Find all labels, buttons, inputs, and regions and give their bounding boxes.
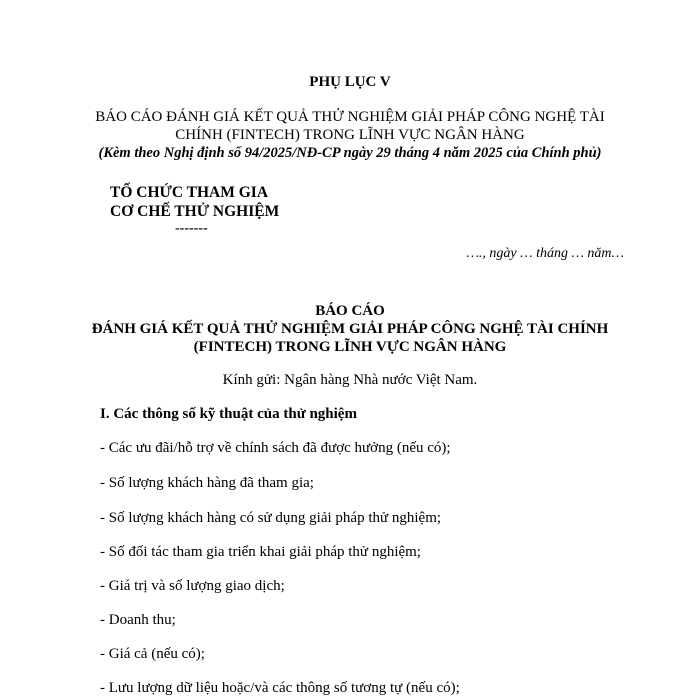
list-item: - Các ưu đãi/hỗ trợ về chính sách đã được hưởng (nếu có);	[100, 440, 451, 456]
organization-name-line-2: CƠ CHẾ THỬ NGHIỆM	[110, 203, 280, 220]
date-line: …., ngày … tháng … năm…	[466, 246, 624, 261]
list-item: - Số lượng khách hàng có sử dụng giải pháp thử nghiệm;	[100, 510, 442, 526]
form-title-line-1: BÁO CÁO ĐÁNH GIÁ KẾT QUẢ THỬ NGHIỆM GIẢI PHÁP CÔNG NGHỆ TÀI	[95, 109, 605, 125]
list-item: - Giá cả (nếu có);	[100, 646, 205, 662]
list-item: - Doanh thu;	[100, 612, 176, 628]
organization-divider: -------	[175, 221, 208, 236]
list-item: - Giá trị và số lượng giao dịch;	[100, 578, 285, 594]
addressee: Kính gửi: Ngân hàng Nhà nước Việt Nam.	[222, 372, 478, 388]
appendix-title: PHỤ LỤC V	[309, 74, 391, 90]
report-title: BÁO CÁO	[315, 303, 385, 319]
organization-name-line-1: TỔ CHỨC THAM GIA	[110, 184, 269, 201]
report-subtitle-line-1: ĐÁNH GIÁ KẾT QUẢ THỬ NGHIỆM GIẢI PHÁP CÔNG NGHỆ TÀI CHÍNH	[91, 321, 609, 337]
report-subtitle-line-2: (FINTECH) TRONG LĨNH VỰC NGÂN HÀNG	[193, 339, 507, 355]
section-heading: I. Các thông số kỹ thuật của thử nghiệm	[100, 406, 357, 422]
list-item: - Số lượng khách hàng đã tham gia;	[100, 475, 314, 491]
form-title-line-2: CHÍNH (FINTECH) TRONG LĨNH VỰC NGÂN HÀNG	[175, 127, 525, 143]
list-item: - Số đối tác tham gia triển khai giải pháp thử nghiệm;	[100, 544, 421, 560]
list-item: - Lưu lượng dữ liệu hoặc/và các thông số tương tự (nếu có);	[100, 680, 460, 696]
decree-note: (Kèm theo Nghị định số 94/2025/NĐ-CP ngày 29 tháng 4 năm 2025 của Chính phủ)	[98, 145, 602, 161]
